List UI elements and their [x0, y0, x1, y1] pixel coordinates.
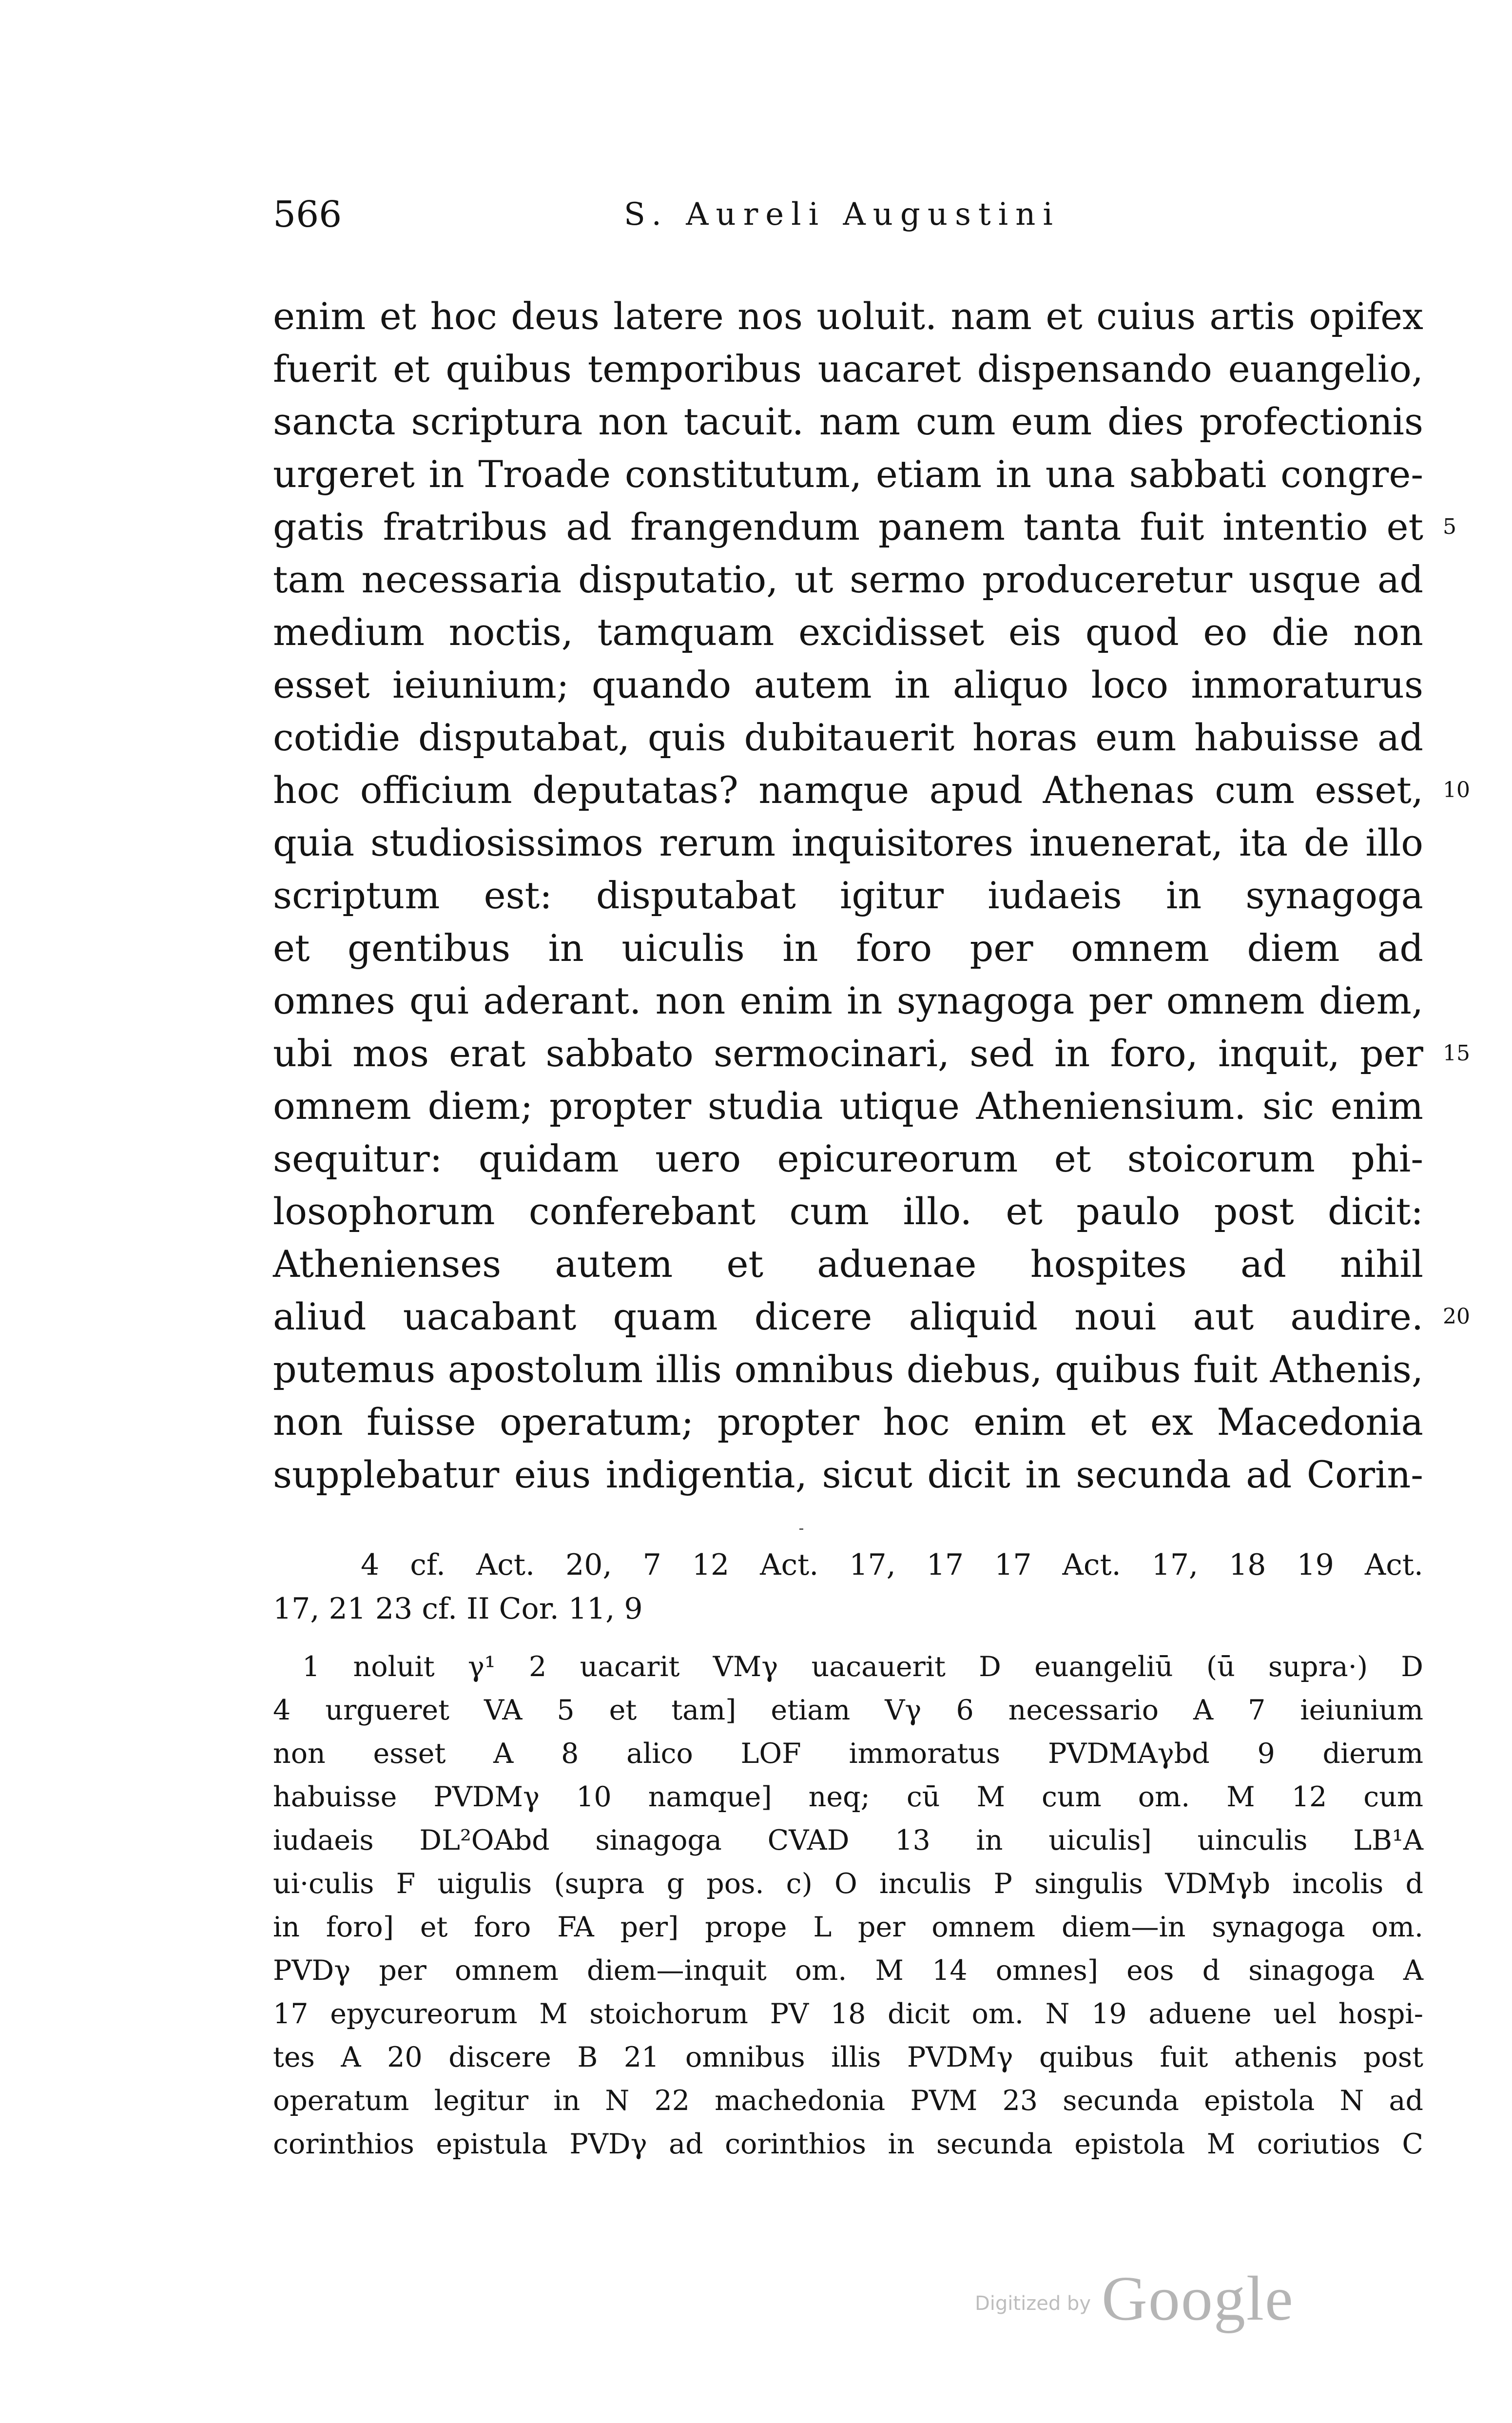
- text-line: quia studiosissimos rerum inquisitores inuenerat, ita de illo: [273, 821, 1423, 864]
- apparatus-line: tes A 20 discere B 21 omnibus illis PVDMγ quibus fuit athenis post: [273, 2041, 1423, 2073]
- source-references: [273, 1543, 1423, 1631]
- apparatus-line: corinthios epistula PVDγ ad corinthios in secunda epistola M coriutios C: [273, 2128, 1423, 2160]
- text-line: hoc officium deputatas? namque apud Athenas cum esset, 10: [273, 764, 1423, 817]
- apparatus-line: in foro] et foro FA per] prope L per omnem diem—in synagoga om.: [273, 1911, 1423, 1943]
- running-title: S. Aureli Augustini: [624, 196, 1060, 233]
- text-line: losophorum conferebant cum illo. et paulo post dicit:: [273, 1190, 1423, 1233]
- text-line: cotidie disputabat, quis dubitauerit horas eum habuisse ad: [273, 716, 1423, 759]
- text-line: sequitur: quidam uero epicureorum et stoicorum phi-: [273, 1137, 1423, 1180]
- text-line: gatis fratribus ad frangendum panem tanta fuit intentio et 5: [273, 501, 1423, 553]
- text-line: et gentibus in uiculis in foro per omnem diem ad: [273, 926, 1423, 970]
- apparatus-line: 4 urgueret VA 5 et tam] etiam Vγ 6 necessario A 7 ieiunium: [273, 1694, 1423, 1726]
- text-line: scriptum est: disputabat igitur iudaeis in synagoga: [273, 874, 1423, 917]
- text-line: medium noctis, tamquam excidisset eis quod eo die non: [273, 610, 1423, 654]
- text-line: enim et hoc deus latere nos uoluit. nam et cuius artis opifex: [273, 294, 1423, 338]
- page-number: 566: [273, 194, 342, 235]
- running-head: [273, 188, 1443, 241]
- line-number: 10: [1443, 778, 1470, 802]
- apparatus-line: habuisse PVDMγ 10 namque] neq; cū M cum om. M 12 cum: [273, 1781, 1423, 1813]
- apparatus-line: PVDγ per omnem diem—inquit om. M 14 omnes] eos d sinagoga A: [273, 1954, 1423, 1987]
- critical-apparatus: [273, 1645, 1423, 2166]
- text-line: tam necessaria disputatio, ut sermo produceretur usque ad: [273, 558, 1423, 601]
- section-divider: [799, 1528, 803, 1530]
- apparatus-line: non esset A 8 alico LOF immoratus PVDMAγbd 9 dierum: [273, 1738, 1423, 1770]
- text-line: fuerit et quibus temporibus uacaret dispensando euangelio,: [273, 347, 1423, 391]
- text-line: omnem diem; propter studia utique Atheniensium. sic enim: [273, 1084, 1423, 1128]
- text-line: non fuisse operatum; propter hoc enim et ex Macedonia: [273, 1400, 1423, 1444]
- digitized-watermark: [975, 2262, 1316, 2334]
- line-number: 5: [1443, 514, 1456, 539]
- reference-line: 4 cf. Act. 20, 7 12 Act. 17, 17 17 Act. 17, 18 19 Act.: [361, 1548, 1423, 1582]
- apparatus-line: 17 epycureorum M stoichorum PV 18 dicit om. N 19 aduene uel hospi-: [273, 1998, 1423, 2030]
- main-text: [273, 290, 1470, 1501]
- google-logo: Google: [1102, 2264, 1294, 2334]
- text-line: putemus apostolum illis omnibus diebus, quibus fuit Athenis,: [273, 1348, 1423, 1391]
- apparatus-line: iudaeis DL²OAbd sinagoga CVAD 13 in uiculis] uinculis LB¹A: [273, 1824, 1423, 1856]
- apparatus-line: operatum legitur in N 22 machedonia PVM 23 secunda epistola N ad: [273, 2085, 1423, 2117]
- line-number: 15: [1443, 1041, 1470, 1066]
- reference-line: 17, 21 23 cf. II Cor. 11, 9: [273, 1592, 643, 1626]
- line-number: 20: [1443, 1304, 1470, 1329]
- text-line: esset ieiunium; quando autem in aliquo loco inmoraturus: [273, 663, 1423, 706]
- apparatus-line: 1 noluit γ¹ 2 uacarit VMγ uacauerit D euangeliū (ū supra·) D: [302, 1651, 1423, 1683]
- text-line: sancta scriptura non tacuit. nam cum eum dies profectionis: [273, 400, 1423, 443]
- text-line: Athenienses autem et aduenae hospites ad nihil: [273, 1242, 1423, 1286]
- apparatus-line: ui·culis F uigulis (supra g pos. c) O inculis P singulis VDMγb incolis d: [273, 1868, 1423, 1900]
- text-line: ubi mos erat sabbato sermocinari, sed in foro, inquit, per 15: [273, 1027, 1423, 1080]
- text-line: urgeret in Troade constitutum, etiam in una sabbati congre-: [273, 452, 1423, 496]
- text-line: aliud uacabant quam dicere aliquid noui aut audire. 20: [273, 1290, 1423, 1343]
- text-line: omnes qui aderant. non enim in synagoga per omnem diem,: [273, 979, 1423, 1022]
- text-line: supplebatur eius indigentia, sicut dicit in secunda ad Corin-: [273, 1453, 1423, 1496]
- watermark-prefix: Digitized by: [975, 2292, 1091, 2315]
